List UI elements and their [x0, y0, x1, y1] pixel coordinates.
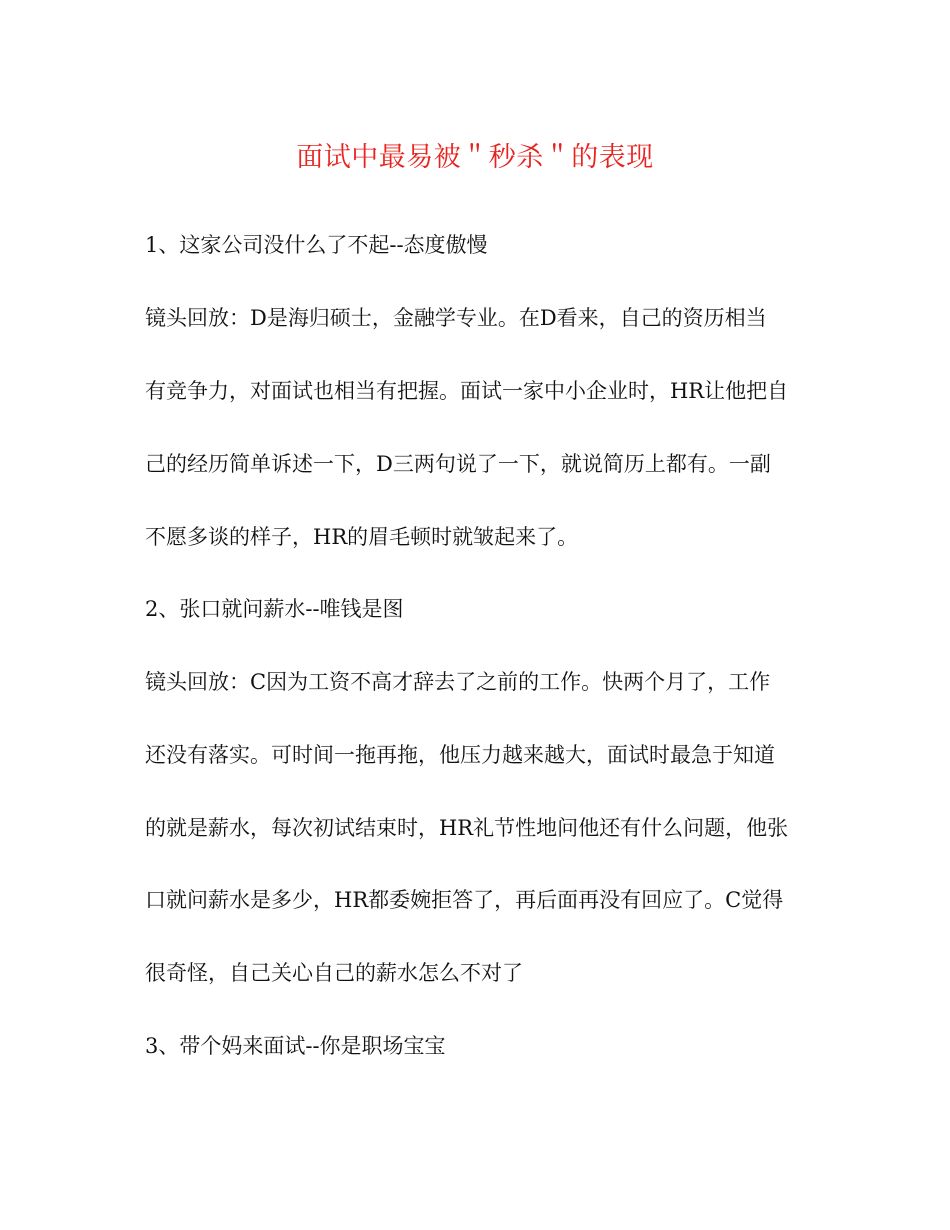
paragraph-line: 的就是薪水，每次初试结束时，HR礼节性地问他还有什么问题，他张: [145, 816, 789, 840]
paragraph-line: 还没有落实。可时间一拖再拖，他压力越来越大，面试时最急于知道: [145, 743, 775, 767]
paragraph-line: 不愿多谈的样子，HR的眉毛顿时就皱起来了。: [145, 525, 579, 549]
section-heading-2: 2、张口就问薪水--唯钱是图: [145, 597, 404, 621]
paragraph-line: 己的经历简单诉述一下，D三两句说了一下，就说简历上都有。一副: [145, 452, 771, 476]
section-heading-1: 1、这家公司没什么了不起--态度傲慢: [145, 233, 488, 257]
paragraph-line: 有竞争力，对面试也相当有把握。面试一家中小企业时，HR让他把自: [145, 379, 789, 403]
paragraph-line: 镜头回放：C因为工资不高才辞去了之前的工作。快两个月了，工作: [145, 670, 771, 694]
paragraph-line: 很奇怪，自己关心自己的薪水怎么不对了: [145, 961, 523, 985]
paragraph-line: 镜头回放：D是海归硕士，金融学专业。在D看来，自己的资历相当: [145, 306, 767, 330]
document-title: 面试中最易被＂秒杀＂的表现: [296, 142, 654, 173]
section-heading-3: 3、带个妈来面试--你是职场宝宝: [145, 1034, 446, 1058]
paragraph-line: 口就问薪水是多少，HR都委婉拒答了，再后面再没有回应了。C觉得: [145, 888, 784, 912]
